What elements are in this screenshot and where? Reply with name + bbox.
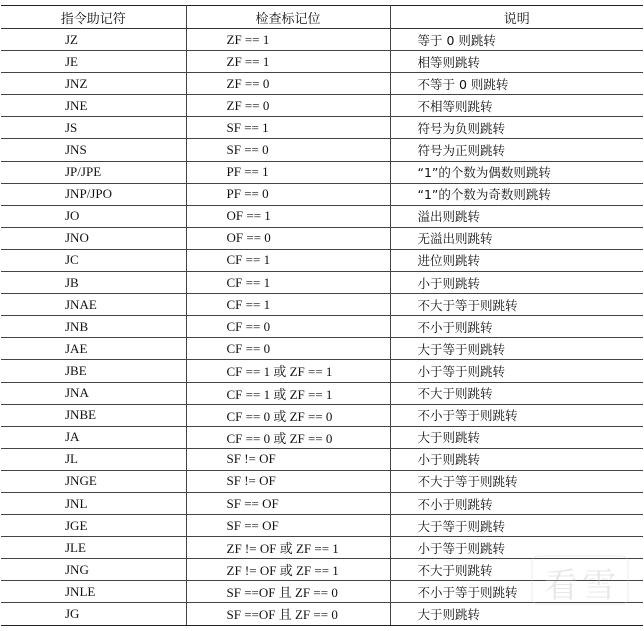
- cell-mnemonic: JO: [1, 205, 186, 227]
- jump-instruction-table-container: [1, 5, 643, 626]
- cell-flags: CF == 1 或 ZF == 1: [186, 382, 390, 404]
- header-flags: 检查标记位: [186, 6, 390, 29]
- cell-mnemonic: JNL: [1, 492, 186, 514]
- cell-mnemonic: JNB: [1, 316, 186, 338]
- cell-mnemonic: JA: [1, 426, 186, 448]
- cell-mnemonic: JB: [1, 272, 186, 294]
- cell-mnemonic: JE: [1, 51, 186, 73]
- cell-flags: CF == 1 或 ZF == 1: [186, 360, 390, 382]
- table-row: [1, 249, 643, 271]
- cell-flags: ZF != OF 或 ZF == 1: [186, 537, 390, 559]
- table-row: [1, 294, 643, 316]
- table-row: [1, 95, 643, 117]
- cell-description: 不等于 0 则跳转: [390, 73, 643, 95]
- table-row: [1, 426, 643, 448]
- cell-description: 不大于则跳转: [390, 559, 643, 581]
- cell-mnemonic: JNA: [1, 382, 186, 404]
- cell-description: “1”的个数为偶数则跳转: [390, 161, 643, 183]
- cell-description: 无溢出则跳转: [390, 227, 643, 249]
- cell-mnemonic: JNGE: [1, 470, 186, 492]
- cell-description: 不小于等于则跳转: [390, 581, 643, 603]
- cell-mnemonic: JNS: [1, 139, 186, 161]
- cell-mnemonic: JAE: [1, 338, 186, 360]
- cell-description: 进位则跳转: [390, 249, 643, 271]
- table-row: [1, 470, 643, 492]
- cell-flags: SF == 0: [186, 139, 390, 161]
- table-row: [1, 183, 643, 205]
- cell-mnemonic: JC: [1, 249, 186, 271]
- cell-flags: CF == 0 或 ZF == 0: [186, 426, 390, 448]
- cell-mnemonic: JNZ: [1, 73, 186, 95]
- table-row: [1, 161, 643, 183]
- cell-flags: ZF == 1: [186, 29, 390, 51]
- table-row: [1, 205, 643, 227]
- cell-flags: SF ==OF 且 ZF == 0: [186, 603, 390, 625]
- cell-description: 小于则跳转: [390, 272, 643, 294]
- table-row: [1, 492, 643, 514]
- table-row: [1, 515, 643, 537]
- cell-flags: CF == 1: [186, 249, 390, 271]
- cell-mnemonic: JNLE: [1, 581, 186, 603]
- cell-flags: ZF == 0: [186, 73, 390, 95]
- jump-instruction-table: [1, 5, 643, 626]
- cell-flags: OF == 0: [186, 227, 390, 249]
- cell-description: 相等则跳转: [390, 51, 643, 73]
- cell-flags: CF == 0: [186, 316, 390, 338]
- cell-description: 大于则跳转: [390, 603, 643, 625]
- cell-flags: ZF == 0: [186, 95, 390, 117]
- table-row: [1, 117, 643, 139]
- cell-description: 小于等于则跳转: [390, 360, 643, 382]
- watermark-text: 看雪: [544, 566, 620, 606]
- cell-mnemonic: JNBE: [1, 404, 186, 426]
- cell-description: 等于 0 则跳转: [390, 29, 643, 51]
- table-row: [1, 227, 643, 249]
- cell-mnemonic: JZ: [1, 29, 186, 51]
- cell-flags: ZF == 1: [186, 51, 390, 73]
- cell-mnemonic: JL: [1, 448, 186, 470]
- table-row: [1, 581, 643, 603]
- cell-description: 不相等则跳转: [390, 95, 643, 117]
- table-row: [1, 360, 643, 382]
- cell-description: 小于等于则跳转: [390, 537, 643, 559]
- cell-flags: OF == 1: [186, 205, 390, 227]
- cell-description: 不小于则跳转: [390, 492, 643, 514]
- cell-mnemonic: JGE: [1, 515, 186, 537]
- cell-mnemonic: JNP/JPO: [1, 183, 186, 205]
- cell-description: 溢出则跳转: [390, 205, 643, 227]
- cell-description: “1”的个数为奇数则跳转: [390, 183, 643, 205]
- cell-flags: PF == 0: [186, 183, 390, 205]
- table-row: [1, 404, 643, 426]
- table-row: [1, 382, 643, 404]
- cell-description: 不大于等于则跳转: [390, 470, 643, 492]
- table-row: [1, 559, 643, 581]
- table-row: [1, 51, 643, 73]
- cell-mnemonic: JNE: [1, 95, 186, 117]
- cell-mnemonic: JNO: [1, 227, 186, 249]
- cell-flags: SF == 1: [186, 117, 390, 139]
- cell-flags: SF ==OF 且 ZF == 0: [186, 581, 390, 603]
- table-header: [1, 6, 643, 29]
- cell-flags: SF != OF: [186, 470, 390, 492]
- cell-mnemonic: JLE: [1, 537, 186, 559]
- header-row: [1, 6, 643, 29]
- header-description: 说明: [390, 6, 643, 29]
- cell-mnemonic: JBE: [1, 360, 186, 382]
- cell-description: 大于则跳转: [390, 426, 643, 448]
- cell-flags: CF == 1: [186, 272, 390, 294]
- cell-flags: SF == OF: [186, 492, 390, 514]
- cell-mnemonic: JNG: [1, 559, 186, 581]
- header-mnemonic: 指令助记符: [1, 6, 186, 29]
- table-row: [1, 338, 643, 360]
- table-row: [1, 73, 643, 95]
- cell-mnemonic: JP/JPE: [1, 161, 186, 183]
- table-row: [1, 316, 643, 338]
- cell-description: 符号为负则跳转: [390, 117, 643, 139]
- table-row: [1, 537, 643, 559]
- cell-mnemonic: JS: [1, 117, 186, 139]
- table-row: [1, 29, 643, 51]
- table-row: [1, 448, 643, 470]
- cell-flags: PF == 1: [186, 161, 390, 183]
- table-row: [1, 603, 643, 625]
- cell-flags: SF == OF: [186, 515, 390, 537]
- cell-flags: SF != OF: [186, 448, 390, 470]
- cell-description: 不小于则跳转: [390, 316, 643, 338]
- cell-description: 大于等于则跳转: [390, 515, 643, 537]
- cell-mnemonic: JNAE: [1, 294, 186, 316]
- cell-description: 不大于则跳转: [390, 382, 643, 404]
- cell-description: 不大于等于则跳转: [390, 294, 643, 316]
- cell-description: 大于等于则跳转: [390, 338, 643, 360]
- cell-flags: ZF != OF 或 ZF == 1: [186, 559, 390, 581]
- cell-description: 小于则跳转: [390, 448, 643, 470]
- table-row: [1, 139, 643, 161]
- cell-flags: CF == 0: [186, 338, 390, 360]
- table-row: [1, 272, 643, 294]
- cell-description: 不小于等于则跳转: [390, 404, 643, 426]
- table-body: [1, 29, 643, 626]
- cell-flags: CF == 1: [186, 294, 390, 316]
- cell-flags: CF == 0 或 ZF == 0: [186, 404, 390, 426]
- cell-description: 符号为正则跳转: [390, 139, 643, 161]
- cell-mnemonic: JG: [1, 603, 186, 625]
